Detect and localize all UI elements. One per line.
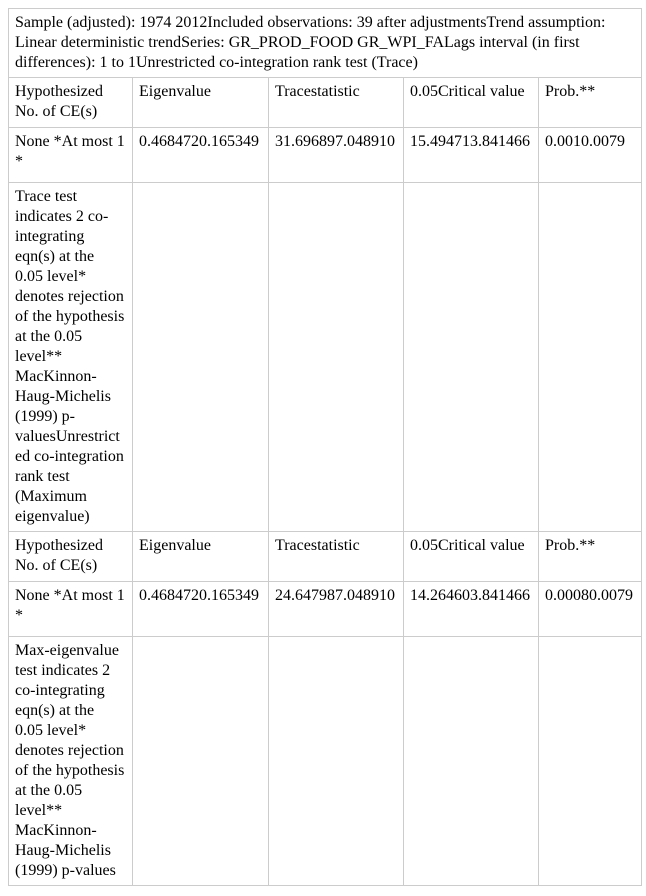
summary-cell: Sample (adjusted): 1974 2012Included observations: 39 after adjustmentsTrend assumption: Linear deterministic trendSeries: GR_PROD_FOOD GR_WPI_FALags interval (in first differences): 1 to 1Unrestricted co-integration rank test (Trace) [9,9,642,78]
max-eigen-data-trace-statistic: 24.647987.048910 [269,582,404,637]
empty-cell [133,637,269,886]
max-eigen-header-prob: Prob.** [539,532,642,582]
trace-header-trace-statistic: Tracestatistic [269,78,404,128]
empty-cell [269,637,404,886]
max-eigen-data-critical-value: 14.264603.841466 [404,582,539,637]
max-eigen-header-row [9,532,642,582]
max-eigen-header-hypothesized: Hypothesized No. of CE(s) [9,532,133,582]
max-eigen-header-critical-value: 0.05Critical value [404,532,539,582]
empty-cell [133,183,269,532]
trace-data-critical-value: 15.494713.841466 [404,128,539,183]
empty-cell [404,183,539,532]
max-eigen-data-eigenvalue: 0.4684720.165349 [133,582,269,637]
empty-cell [539,637,642,886]
max-eigen-data-row [9,582,642,637]
trace-header-row [9,78,642,128]
trace-note-row [9,183,642,532]
trace-header-eigenvalue: Eigenvalue [133,78,269,128]
empty-cell [539,183,642,532]
trace-header-prob: Prob.** [539,78,642,128]
trace-data-row [9,128,642,183]
trace-header-hypothesized: Hypothesized No. of CE(s) [9,78,133,128]
max-eigen-note-row [9,637,642,886]
trace-data-prob: 0.0010.0079 [539,128,642,183]
trace-data-eigenvalue: 0.4684720.165349 [133,128,269,183]
max-eigen-header-eigenvalue: Eigenvalue [133,532,269,582]
empty-cell [404,637,539,886]
trace-data-hypothesized: None *At most 1 * [9,128,133,183]
max-eigen-data-hypothesized: None *At most 1 * [9,582,133,637]
summary-row [9,9,642,78]
max-eigen-note-cell: Max-eigenvalue test indicates 2 co-integrating eqn(s) at the 0.05 level* denotes rejection of the hypothesis at the 0.05 level** MacKinnon-Haug-Michelis (1999) p-values [9,637,133,886]
trace-header-critical-value: 0.05Critical value [404,78,539,128]
trace-data-trace-statistic: 31.696897.048910 [269,128,404,183]
max-eigen-data-prob: 0.00080.0079 [539,582,642,637]
max-eigen-header-trace-statistic: Tracestatistic [269,532,404,582]
cointegration-table [8,8,642,886]
empty-cell [269,183,404,532]
trace-note-cell: Trace test indicates 2 co-integrating eqn(s) at the 0.05 level* denotes rejection of the hypothesis at the 0.05 level** MacKinnon-Haug-Michelis (1999) p-valuesUnrestricted co-integration rank test (Maximum eigenvalue) [9,183,133,532]
